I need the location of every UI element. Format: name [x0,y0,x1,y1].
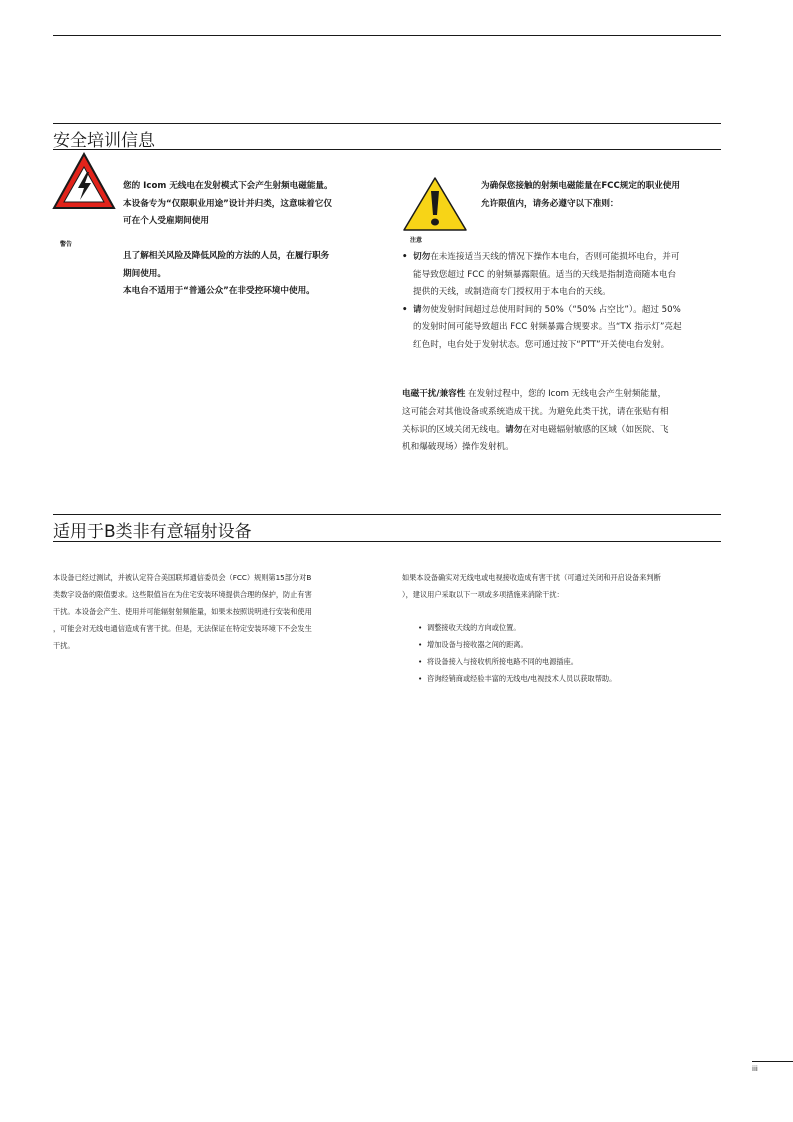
warning-line-3: 可在个人受雇期间使用 [123,216,209,226]
warning-line-5: 期间使用。 [123,268,166,279]
emc-line-3b: 在对电磁辐射敏感的区域（如医院、飞 [522,424,669,435]
section-rule-safety [53,123,721,124]
caution-guideline-2-line-1: 勿使发射时间超过总使用时间的 50%（“50% 占空比”）。超过 50% [421,304,681,315]
emc-line-4: 机和爆破现场）操作发射机。 [402,442,514,453]
class-b-left-line-4: ，可能会对无线电通信造成有害干扰。但是，无法保证在特定安装环境下不会发生 [53,624,312,633]
high-voltage-warning-icon [52,152,116,210]
class-b-right-line-1: 如果本设备确实对无线电或电视接收造成有害干扰（可通过关闭和开启设备来判断 [402,573,661,582]
emc-title: 电磁干扰/兼容性 [402,389,466,399]
warning-line-4: 且了解相关风险及降低风险的方法的人员，在履行职务 [123,251,330,261]
section-rule-class-b [53,514,721,515]
emc-line-1: 在发射过程中，您的 Icom 无线电会产生射频能量， [465,389,667,399]
class-b-left-line-3: 干扰。本设备会产生、使用并可能辐射射频能量，如果未按照说明进行安装和使用 [53,607,312,616]
warning-line-1: 您的 Icom 无线电在发射模式下会产生射频电磁能量。 [123,181,333,191]
caution-guidelines-list [402,249,726,354]
class-b-left-paragraph [53,569,373,654]
caution-exclamation-icon [402,176,468,232]
caution-intro [481,178,726,213]
warning-line-2: 本设备专为“仅限职业用途”设计并归类，这意味着它仅 [123,198,332,209]
caution-guideline-1-line-1: 在未连接适当天线的情况下操作本电台，否则可能损坏电台，并可 [430,252,680,262]
class-b-measures-list [418,619,728,687]
caution-guideline-2-line-2: 的发射时间可能导致超出 FCC 射频暴露合规要求。当“TX 指示灯”亮起 [413,322,682,332]
warning-text-continued [123,248,393,301]
caution-guideline-1-line-3: 提供的天线，或制造商专门授权用于本电台的天线。 [413,287,611,297]
footer-rule [752,1061,793,1062]
measure-item: • 将设备接入与接收机所接电路不同的电源插座。 [418,653,728,670]
warning-line-6: 本电台不适用于“普通公众”在非受控环境中使用。 [123,286,315,296]
top-page-rule [53,35,721,36]
class-b-left-line-5: 干扰。 [53,641,75,650]
caution-guideline-2-lead: 请 [413,304,422,315]
emc-line-3a: 关标识的区域关闭无线电。 [402,424,506,435]
emc-line-3-bold: 请勿 [505,424,523,435]
warning-label: 警告 [60,241,73,248]
emc-line-2: 这可能会对其他设备或系统造成干扰。为避免此类干扰，请在张贴有相 [402,406,669,417]
section-heading-safety: 安全培训信息 [53,131,155,151]
measure-item: • 咨询经销商或经验丰富的无线电/电视技术人员以获取帮助。 [418,670,728,687]
emc-paragraph [402,386,726,457]
caution-guideline-1 [402,249,726,302]
class-b-left-line-1: 本设备已经过测试，并被认定符合美国联邦通信委员会（FCC）规则第15部分对B [53,573,312,582]
class-b-right-line-2: ），建议用户采取以下一项或多项措施来消除干扰： [402,590,564,599]
page-number: iii [752,1065,758,1073]
section-heading-class-b: 适用于B类非有意辐射设备 [53,522,252,542]
caution-intro-line-1: 为确保您接触的射频电磁能量在FCC规定的职业使用 [481,181,680,191]
warning-text [123,178,393,231]
caution-label: 注意 [410,237,423,244]
section-underline-safety [53,149,721,150]
section-underline-class-b [53,541,721,542]
caution-guideline-1-lead: 切勿 [413,252,431,262]
caution-intro-line-2: 允许限值内，请务必遵守以下准则： [481,198,619,209]
caution-guideline-2 [402,302,726,355]
class-b-right-paragraph [402,569,726,603]
caution-guideline-2-line-3: 红色时，电台处于发射状态。您可通过按下“PTT”开关使电台发射。 [413,339,670,350]
class-b-left-line-2: 类数字设备的限值要求。这些限值旨在为住宅安装环境提供合理的保护，防止有害 [53,590,312,599]
measure-item: • 调整接收天线的方向或位置。 [418,619,728,636]
measure-item: • 增加设备与接收器之间的距离。 [418,636,728,653]
caution-guideline-1-line-2: 能导致您超过 FCC 的射频暴露限值。适当的天线是指制造商随本电台 [413,269,677,280]
